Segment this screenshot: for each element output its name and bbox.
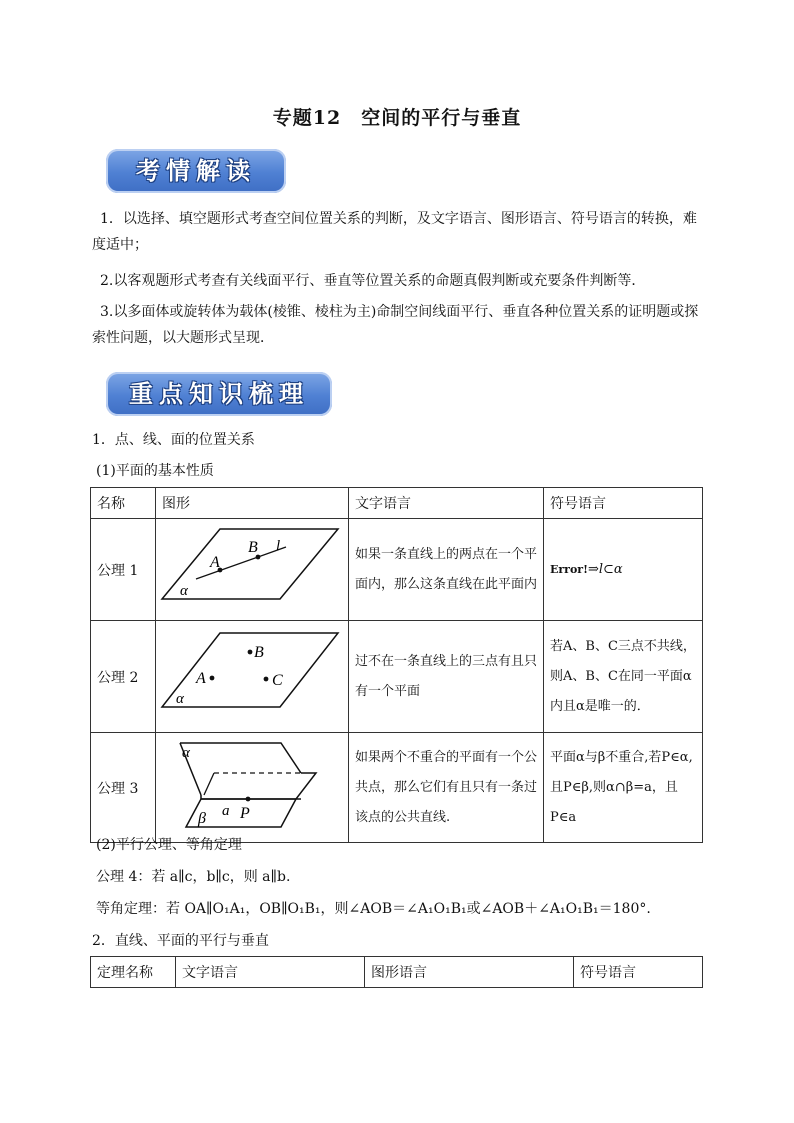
table-header-row: [91, 488, 703, 519]
axiom-text: 如果一条直线上的两点在一个平面内，那么这条直线在此平面内: [349, 519, 544, 621]
label-A: A: [196, 670, 206, 687]
banner-key-knowledge-label: 重点知识梳理: [129, 379, 309, 408]
table-header-cell: 文字语言: [176, 957, 365, 988]
axiom2-figure: [156, 621, 348, 728]
label-C: C: [272, 672, 283, 689]
label-alpha: α: [176, 691, 184, 707]
page-title: 专题12 空间的平行与垂直: [272, 107, 522, 129]
banner-exam-analysis-label: 考情解读: [136, 156, 256, 185]
intro-paragraph-1: 1．以选择、填空题形式考查空间位置关系的判断，及文字语言、图形语言、符号语言的转换，难度适中；: [92, 211, 697, 253]
table-header-cell: 定理名称: [91, 957, 176, 988]
banner-key-knowledge: [106, 372, 332, 416]
axiom-symbol: 平面α与β不重合,若P∈α,且P∈β,则α∩β=a，且P∈a: [544, 733, 703, 843]
figure-cell: [156, 519, 349, 621]
table-header-cell: 文字语言: [349, 488, 544, 519]
symbol-error-text: Error!: [550, 562, 588, 576]
axiom3-figure: [156, 733, 348, 838]
table-row: [91, 733, 703, 843]
table-row: [91, 519, 703, 621]
label-B: B: [248, 539, 258, 556]
intro-paragraph-3: 3.以多面体或旋转体为载体(棱锥、棱柱为主)命制空间线面平行、垂直各种位置关系的证明题或探索性问题，以大题形式呈现．: [92, 304, 699, 346]
table-header-cell: 符号语言: [544, 488, 703, 519]
axiom-name: 公理 3: [91, 733, 156, 843]
equal-angle-theorem: 等角定理：若 OA∥O₁A₁，OB∥O₁B₁，则∠AOB＝∠A₁O₁B₁或∠AOB＋∠A₁O₁B₁＝180°.: [96, 901, 651, 917]
axiom-symbol: 若A、B、C三点不共线，则A、B、C在同一平面α内且α是唯一的．: [544, 621, 703, 733]
table-header-cell: 图形: [156, 488, 349, 519]
label-B: B: [254, 644, 264, 661]
label-alpha: α: [182, 745, 190, 761]
table-header-row: [91, 957, 703, 988]
section-heading-1: 1．点、线、面的位置关系: [92, 432, 255, 448]
axiom-symbol: [544, 519, 703, 621]
figure-cell: [156, 733, 349, 843]
table-header-cell: 符号语言: [574, 957, 703, 988]
figure-cell: [156, 621, 349, 733]
subsection-heading-2: (2)平行公理、等角定理: [96, 837, 242, 853]
intro-paragraph-2: 2.以客观题形式考查有关线面平行、垂直等位置关系的命题真假判断或充要条件判断等．: [100, 273, 646, 289]
banner-exam-analysis: [106, 149, 286, 193]
symbol-text: ⇒l⊂α: [587, 561, 623, 577]
label-alpha: α: [180, 583, 188, 599]
table-header-cell: 图形语言: [365, 957, 574, 988]
label-beta: β: [198, 810, 206, 827]
table-row: [91, 621, 703, 733]
table-header-cell: 名称: [91, 488, 156, 519]
label-l: l: [276, 538, 281, 554]
plane-properties-table: [90, 487, 703, 843]
label-P: P: [240, 805, 250, 822]
axiom4-text: 公理 4：若 a∥c，b∥c，则 a∥b.: [96, 869, 291, 885]
subsection-heading-1: (1)平面的基本性质: [96, 463, 214, 479]
label-a: a: [222, 803, 230, 819]
axiom-text: 如果两个不重合的平面有一个公共点，那么它们有且只有一条过该点的公共直线.: [349, 733, 544, 843]
parallel-perpendicular-table: [90, 956, 703, 988]
axiom-name: 公理 2: [91, 621, 156, 733]
axiom-name: 公理 1: [91, 519, 156, 621]
axiom-text: 过不在一条直线上的三点有且只有一个平面: [349, 621, 544, 733]
label-A: A: [210, 554, 220, 571]
axiom1-figure: [156, 519, 348, 616]
section-heading-2: 2．直线、平面的平行与垂直: [92, 933, 269, 949]
